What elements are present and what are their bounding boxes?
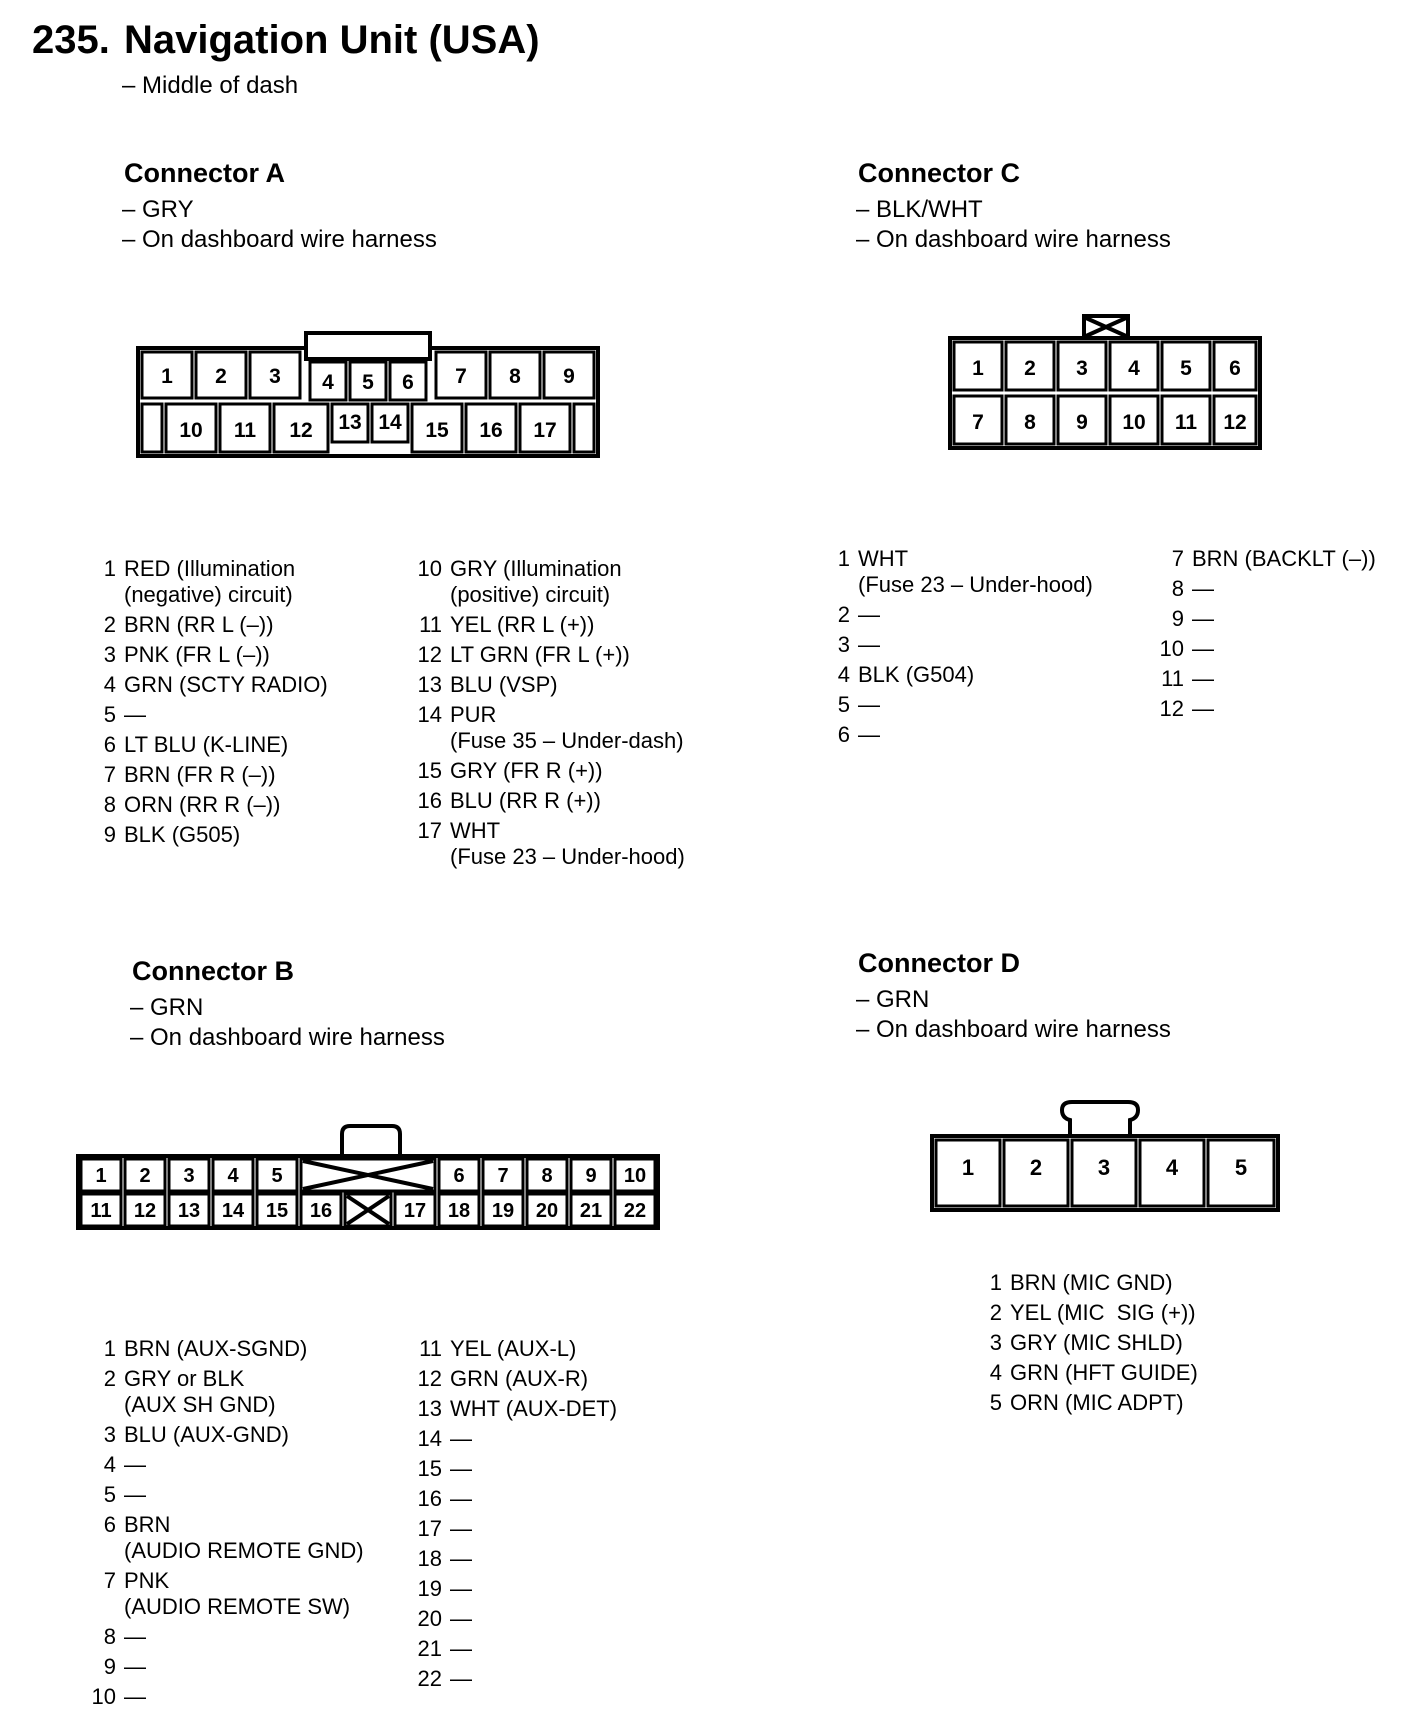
connector-b-pin-label: 4 (227, 1165, 239, 1187)
pin-row (818, 546, 1118, 598)
pin-row (410, 702, 730, 754)
pin-row (84, 642, 384, 668)
pin-number: 6 (837, 722, 850, 747)
connector-a-pin-label: 15 (425, 419, 449, 442)
connector-b-pin-label: 22 (623, 1200, 647, 1222)
pin-row (84, 1366, 384, 1418)
pin-number: 16 (417, 1486, 442, 1511)
pin-row (818, 722, 1118, 748)
pin-number: 4 (103, 672, 116, 697)
connector-c-pin-label: 7 (972, 411, 984, 434)
pin-row (410, 672, 730, 698)
pin-description: BRN (AUX-SGND) (124, 1336, 308, 1361)
pin-description: — (1192, 696, 1214, 721)
pin-row (410, 1636, 730, 1662)
pin-description: GRY (MIC SHLD) (1010, 1330, 1183, 1355)
connector-c-diagram (940, 305, 1270, 455)
pin-row (84, 1624, 384, 1650)
connector-b-pin-label: 13 (177, 1200, 201, 1222)
connector-c-title: Connector C (858, 158, 1020, 188)
pin-number: 3 (103, 1422, 116, 1447)
connector-d-diagram (920, 1095, 1290, 1225)
pin-description: GRY (Illumination (positive) circuit) (450, 556, 622, 607)
connector-a-pin-label: 3 (269, 365, 281, 388)
connector-a-pin-label: 13 (338, 411, 362, 434)
connector-a-pin-label: 10 (179, 419, 203, 442)
connector-b-pin-label: 14 (221, 1200, 245, 1222)
connector-b-pin-list-left (84, 1336, 384, 1714)
pin-number: 12 (1159, 696, 1184, 721)
connector-d-latch (1062, 1102, 1138, 1136)
pin-description: YEL (RR L (+)) (450, 612, 595, 637)
connector-a-blank-cell (142, 404, 162, 452)
connector-a-pin-label: 17 (533, 419, 557, 442)
connector-b-latch (342, 1126, 400, 1156)
pin-row (818, 632, 1118, 658)
pin-row (970, 1300, 1290, 1326)
pin-number: 11 (1161, 666, 1184, 691)
pin-row (410, 758, 730, 784)
pin-number: 5 (989, 1390, 1002, 1415)
pin-row (410, 1456, 730, 1482)
pin-row (410, 1576, 730, 1602)
connector-a-pin-list-left (84, 556, 384, 852)
pin-number: 5 (103, 1482, 116, 1507)
pin-row (410, 642, 730, 668)
pin-row (84, 672, 384, 698)
connector-c-pin-label: 10 (1122, 411, 1146, 434)
pin-number: 2 (103, 612, 116, 637)
connector-c-color: – BLK/WHT (856, 196, 983, 223)
connector-b-pin-label: 1 (95, 1165, 107, 1187)
pin-row (1152, 606, 1392, 632)
connector-a-pin-label: 2 (215, 365, 227, 388)
connector-d-pin-label: 5 (1234, 1155, 1248, 1180)
pin-description: — (124, 702, 146, 727)
pin-row (818, 602, 1118, 628)
pin-description: — (450, 1576, 472, 1601)
connector-d-location: – On dashboard wire harness (856, 1016, 1171, 1043)
connector-c-pin-label: 2 (1024, 357, 1036, 380)
connector-b-pin-label: 19 (491, 1200, 515, 1222)
connector-a-latch (306, 333, 430, 359)
pin-number: 10 (417, 556, 442, 581)
connector-b-pin-label: 3 (183, 1165, 195, 1187)
pin-description: — (124, 1482, 146, 1507)
connector-b-pin-label: 7 (497, 1165, 509, 1187)
pin-row (410, 1426, 730, 1452)
pin-description: LT GRN (FR L (+)) (450, 642, 630, 667)
connector-d-pin-label: 3 (1097, 1155, 1111, 1180)
pin-description: GRY (FR R (+)) (450, 758, 603, 783)
pin-number: 7 (103, 1568, 116, 1593)
pin-description: ORN (RR R (–)) (124, 792, 281, 817)
connector-b-pin-label: 20 (535, 1200, 559, 1222)
pin-row (970, 1330, 1290, 1356)
pin-description: — (450, 1666, 472, 1691)
connector-a-pin-label: 5 (362, 371, 374, 394)
unit-location: – Middle of dash (122, 72, 299, 99)
pin-number: 11 (419, 612, 442, 637)
pin-description: RED (Illumination (negative) circuit) (124, 556, 296, 607)
pin-row (84, 702, 384, 728)
pin-row (970, 1360, 1290, 1386)
connector-b-color: – GRN (130, 994, 204, 1021)
pin-description: WHT (AUX-DET) (450, 1396, 618, 1421)
connector-d-title: Connector D (858, 948, 1020, 978)
pin-row (410, 1606, 730, 1632)
connector-c-pin-label: 4 (1128, 357, 1140, 380)
pin-row (410, 1666, 730, 1692)
pin-number: 3 (837, 632, 850, 657)
connector-a-pin-label: 8 (509, 365, 521, 388)
pin-number: 13 (417, 672, 442, 697)
pin-number: 1 (989, 1270, 1002, 1295)
pin-description: BLU (RR R (+)) (450, 788, 601, 813)
pin-row (410, 1516, 730, 1542)
pin-description: WHT (Fuse 23 – Under-hood) (450, 818, 685, 869)
pin-description: BLK (G505) (124, 822, 241, 847)
pin-description: — (450, 1516, 472, 1541)
pin-description: YEL (MIC SIG (+)) (1010, 1300, 1196, 1325)
pin-number: 18 (417, 1546, 442, 1571)
pin-description: — (124, 1684, 146, 1709)
pin-row (410, 556, 730, 608)
pin-number: 5 (837, 692, 850, 717)
pin-row (410, 1366, 730, 1392)
pin-number: 5 (103, 702, 116, 727)
pin-number: 6 (103, 1512, 116, 1537)
pin-row (410, 1546, 730, 1572)
pin-number: 21 (417, 1636, 442, 1661)
pin-number: 6 (103, 732, 116, 757)
pin-description: BRN (RR L (–)) (124, 612, 274, 637)
connector-b-pin-label: 16 (309, 1200, 333, 1222)
connector-c-pin-label: 9 (1076, 411, 1088, 434)
pin-description: GRN (AUX-R) (450, 1366, 589, 1391)
pin-row (1152, 666, 1392, 692)
pin-description: — (124, 1654, 146, 1679)
connector-c-location: – On dashboard wire harness (856, 226, 1171, 253)
pin-row (410, 1396, 730, 1422)
pin-row (1152, 576, 1392, 602)
pin-row (410, 818, 730, 870)
pin-description: — (450, 1486, 472, 1511)
pin-row (1152, 696, 1392, 722)
connector-b-pin-label: 15 (265, 1200, 289, 1222)
connector-a-pin-label: 4 (322, 371, 334, 394)
pin-row (84, 1482, 384, 1508)
pin-description: — (450, 1546, 472, 1571)
connector-c-pin-label: 11 (1174, 411, 1198, 434)
connector-b-pin-label: 2 (139, 1165, 151, 1187)
connector-b-pin-list-right (410, 1336, 730, 1696)
pin-description: BRN (BACKLT (–)) (1192, 546, 1376, 571)
connector-b-title: Connector B (132, 956, 294, 986)
pin-number: 3 (103, 642, 116, 667)
connector-a-pin-label: 16 (479, 419, 503, 442)
connector-a-pin-label: 12 (289, 419, 313, 442)
connector-d-pin-label: 1 (961, 1155, 975, 1180)
pin-description: BLU (AUX-GND) (124, 1422, 290, 1447)
pin-number: 17 (417, 1516, 442, 1541)
pin-description: PNK (AUDIO REMOTE SW) (124, 1568, 351, 1619)
pin-description: BRN (FR R (–)) (124, 762, 276, 787)
pin-description: — (858, 602, 880, 627)
connector-c-pin-label: 12 (1223, 411, 1247, 434)
pin-description: ORN (MIC ADPT) (1010, 1390, 1184, 1415)
connector-b-pin-label: 10 (623, 1165, 647, 1187)
pin-number: 14 (417, 702, 442, 727)
pin-number: 8 (103, 1624, 116, 1649)
connector-a-pin-label: 9 (563, 365, 575, 388)
pin-description: PNK (FR L (–)) (124, 642, 270, 667)
pin-number: 9 (1171, 606, 1184, 631)
pin-number: 14 (417, 1426, 442, 1451)
connector-b-pin-label: 11 (90, 1200, 112, 1222)
pin-number: 7 (103, 762, 116, 787)
pin-description: BLU (VSP) (450, 672, 558, 697)
pin-row (970, 1390, 1290, 1416)
pin-number: 1 (837, 546, 850, 571)
pin-description: — (450, 1636, 472, 1661)
connector-b-pin-label: 18 (447, 1200, 471, 1222)
connector-d-pin-label: 2 (1029, 1155, 1043, 1180)
pin-number: 15 (417, 758, 442, 783)
connector-b-pin-label: 17 (403, 1200, 427, 1222)
pin-row (410, 1336, 730, 1362)
connector-b-pin-label: 9 (585, 1165, 597, 1187)
pin-number: 11 (419, 1336, 442, 1361)
pin-description: — (1192, 666, 1214, 691)
connector-a-pin-label: 1 (161, 365, 173, 388)
pin-row (84, 822, 384, 848)
connector-c-pin-label: 1 (972, 357, 984, 380)
pin-row (84, 1512, 384, 1564)
connector-a-pin-label: 7 (455, 365, 467, 388)
pin-description: — (1192, 636, 1214, 661)
pin-number: 10 (91, 1684, 116, 1709)
pin-number: 2 (837, 602, 850, 627)
pin-row (84, 1422, 384, 1448)
pin-row (818, 692, 1118, 718)
connector-a-title: Connector A (124, 158, 285, 188)
connector-a-pin-label: 6 (402, 371, 414, 394)
pin-number: 4 (103, 1452, 116, 1477)
pin-number: 12 (417, 1366, 442, 1391)
pin-description: LT BLU (K-LINE) (124, 732, 289, 757)
connector-a-pin-label: 11 (233, 419, 257, 442)
connector-b-pin-label: 12 (133, 1200, 157, 1222)
pin-description: BLK (G504) (858, 662, 975, 687)
pin-description: BRN (MIC GND) (1010, 1270, 1173, 1295)
pin-row (970, 1270, 1290, 1296)
connector-d-pin-list (970, 1270, 1290, 1420)
connector-b-pin-label: 8 (541, 1165, 553, 1187)
pin-number: 20 (417, 1606, 442, 1631)
pin-row (84, 1452, 384, 1478)
connector-c-pin-list-left (818, 546, 1118, 752)
page-number: 235. (32, 18, 110, 62)
connector-a-pin-list-right (410, 556, 730, 874)
pin-description: — (124, 1624, 146, 1649)
pin-row (410, 1486, 730, 1512)
pin-row (84, 556, 384, 608)
pin-description: GRN (HFT GUIDE) (1010, 1360, 1198, 1385)
connector-c-pin-label: 8 (1024, 411, 1036, 434)
pin-number: 10 (1159, 636, 1184, 661)
pin-row (1152, 546, 1392, 572)
pin-number: 22 (417, 1666, 442, 1691)
connector-d-pin-label: 4 (1165, 1155, 1179, 1180)
pin-number: 19 (417, 1576, 442, 1601)
connector-d-color: – GRN (856, 986, 930, 1013)
pin-number: 3 (989, 1330, 1002, 1355)
connector-c-pin-label: 3 (1076, 357, 1088, 380)
pin-description: WHT (Fuse 23 – Under-hood) (858, 546, 1093, 597)
pin-number: 4 (837, 662, 850, 687)
connector-c-pin-list-right (1152, 546, 1392, 726)
pin-row (84, 732, 384, 758)
pin-description: — (124, 1452, 146, 1477)
connector-b-location: – On dashboard wire harness (130, 1024, 445, 1051)
pin-number: 8 (1171, 576, 1184, 601)
pin-description: — (858, 692, 880, 717)
connector-b-diagram (70, 1115, 670, 1245)
pin-row (84, 1684, 384, 1710)
connector-a-diagram (130, 325, 610, 465)
pin-description: GRY or BLK (AUX SH GND) (124, 1366, 276, 1417)
connector-a-blank-cell (574, 404, 594, 452)
pin-number: 4 (989, 1360, 1002, 1385)
pin-row (410, 788, 730, 814)
connector-b-pin-label: 5 (271, 1165, 283, 1187)
connector-c-pin-label: 6 (1229, 357, 1241, 380)
connector-b-pin-label: 21 (579, 1200, 603, 1222)
pin-row (1152, 636, 1392, 662)
page-title: Navigation Unit (USA) (124, 18, 540, 62)
pin-row (84, 792, 384, 818)
pin-row (84, 762, 384, 788)
pin-row (84, 1654, 384, 1680)
pin-number: 12 (417, 642, 442, 667)
pin-description: — (1192, 576, 1214, 601)
pin-description: YEL (AUX-L) (450, 1336, 577, 1361)
pin-description: — (1192, 606, 1214, 631)
connector-a-color: – GRY (122, 196, 194, 223)
connector-a-pin-label: 14 (378, 411, 402, 434)
pin-description: PUR (Fuse 35 – Under-dash) (450, 702, 684, 753)
pin-number: 2 (989, 1300, 1002, 1325)
connector-c-pin-label: 5 (1180, 357, 1192, 380)
pin-row (84, 612, 384, 638)
pin-row (410, 612, 730, 638)
pin-number: 9 (103, 1654, 116, 1679)
pin-description: — (450, 1456, 472, 1481)
pin-row (84, 1568, 384, 1620)
pin-description: — (450, 1426, 472, 1451)
pin-description: GRN (SCTY RADIO) (124, 672, 328, 697)
connector-b-pin-label: 6 (453, 1165, 465, 1187)
pin-row (818, 662, 1118, 688)
pin-row (84, 1336, 384, 1362)
connector-a-location: – On dashboard wire harness (122, 226, 437, 253)
pin-number: 8 (103, 792, 116, 817)
pin-number: 17 (417, 818, 442, 843)
pin-number: 7 (1171, 546, 1184, 571)
pin-number: 9 (103, 822, 116, 847)
pin-description: — (450, 1606, 472, 1631)
pin-number: 1 (103, 1336, 116, 1361)
pin-number: 13 (417, 1396, 442, 1421)
pin-description: — (858, 632, 880, 657)
pin-number: 1 (103, 556, 116, 581)
pin-number: 15 (417, 1456, 442, 1481)
pin-number: 2 (103, 1366, 116, 1391)
pin-number: 16 (417, 788, 442, 813)
pin-description: — (858, 722, 880, 747)
pin-description: BRN (AUDIO REMOTE GND) (124, 1512, 364, 1563)
